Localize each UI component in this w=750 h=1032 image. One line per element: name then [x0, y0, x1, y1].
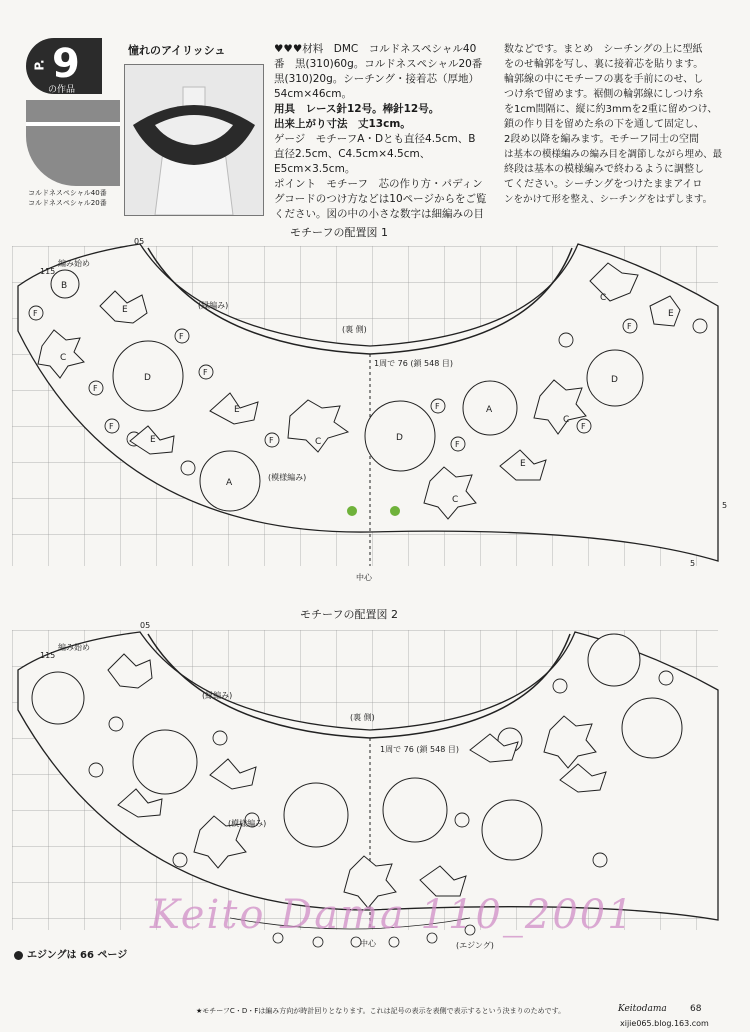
materials-line: ください。図の中の小さな数字は細編みの目: [274, 208, 484, 220]
svg-text:E: E: [150, 435, 156, 445]
label-round: 1周で 76 (鎖 548 目): [374, 359, 453, 368]
svg-text:D: D: [611, 375, 618, 385]
instructions-line: をのせ輪郭を写し、裏に接着芯を貼ります。: [504, 59, 704, 70]
instructions-line: 終段は基本の模様編みで終わるように調整し: [504, 164, 704, 175]
svg-text:E: E: [668, 309, 674, 319]
instructions-line: 輪郭線の中にモチーフの裏を手前にのせ、し: [504, 74, 704, 85]
svg-text:F: F: [435, 402, 440, 411]
footer-brand: Keitodama: [618, 1004, 667, 1014]
label-edging: (エジング): [456, 941, 494, 950]
instructions-block: [504, 42, 728, 207]
materials-block: [274, 42, 502, 222]
svg-text:F: F: [93, 384, 98, 393]
page-p-label: P.: [32, 59, 47, 71]
site-url: xijie065.blog.163.com: [620, 1019, 709, 1028]
svg-text:F: F: [179, 332, 184, 341]
page-number: 9: [52, 41, 80, 87]
svg-text:F: F: [33, 309, 38, 318]
instructions-line: 数などです。まとめ シーチングの上に型紙: [504, 44, 703, 55]
svg-text:C: C: [563, 415, 570, 425]
footer-note: ★モチーフC・D・Fは編み方向が時計回りとなります。これは記号の表示を表側で表示するという決まりのためです。: [196, 1007, 566, 1015]
label-pattern-stitch: (模様編み): [268, 473, 307, 482]
svg-text:F: F: [581, 422, 586, 431]
diagram1: [0, 236, 750, 586]
svg-text:D: D: [144, 373, 151, 383]
swatch-line: [26, 122, 120, 126]
label-pattern-stitch: (模様編み): [228, 819, 267, 828]
product-title: 憧れのアイリッシュ: [128, 44, 226, 57]
side-text-1: コルドネスペシャル40番: [28, 189, 107, 197]
bead-green: [390, 506, 400, 516]
page-number-footer: 68: [690, 1004, 702, 1014]
materials-line: 用具 レース針12号。棒針12号。: [274, 103, 440, 115]
label-back-side: (裏 側): [342, 325, 367, 334]
instructions-line: つけ糸で留めます。裾側の輪郭線にしつけ糸: [504, 89, 704, 100]
side-text-2: コルドネスペシャル20番: [28, 199, 107, 207]
svg-text:F: F: [203, 368, 208, 377]
svg-text:F: F: [455, 440, 460, 449]
materials-line: 直径2.5cm、C4.5cm×4.5cm、E5cm×3.5cm。: [274, 148, 431, 175]
svg-text:F: F: [109, 422, 114, 431]
instructions-line: 2段め以降を編みます。モチーフ同士の空間: [504, 134, 700, 145]
works-label: の作品: [48, 85, 76, 95]
svg-text:B: B: [61, 281, 68, 291]
instructions-line: 鎖の作り目を留めた糸の下を通して固定し、: [504, 119, 704, 130]
instructions-line: は基本の模様編みの編み目を調節しながら埋め、最: [504, 149, 723, 160]
label-seed-stitch: (縁編み): [202, 691, 233, 700]
bullet-icon: [14, 951, 23, 960]
materials-line: 番 黒(310)60g。コルドネスペシャル20番: [274, 58, 483, 70]
label-back-side: (裏 側): [350, 713, 375, 722]
svg-text:C: C: [60, 353, 67, 363]
watermark: Keito Dama 110_2001: [150, 892, 635, 938]
edging-ref: [14, 946, 127, 961]
materials-line: 54cm×46cm。: [274, 88, 353, 100]
edging-ref-text: エジングは 66 ページ: [27, 950, 128, 961]
label-start: 編み始め: [58, 643, 90, 652]
label-center: 中心: [360, 939, 376, 948]
diagram2-title: モチーフの配置図 2: [300, 608, 398, 621]
materials-line: ポイント モチーフ 芯の作り方・パディン: [274, 178, 483, 190]
instructions-line: を1cm間隔に、縦に約3mmを2重に留めつけ、: [504, 104, 718, 115]
materials-line: 黒(310)20g。シーチング・接着芯（厚地）: [274, 73, 480, 85]
svg-text:E: E: [234, 405, 240, 415]
bead-green: [347, 506, 357, 516]
instructions-line: てください。シーチングをつけたままアイロ: [504, 179, 703, 190]
svg-text:E: E: [520, 459, 526, 469]
materials-line: 出来上がり寸法 丈13cm。: [274, 118, 411, 130]
label-seed-stitch: (縁編み): [198, 301, 229, 310]
label-center: 中心: [356, 573, 372, 582]
svg-text:D: D: [396, 433, 403, 443]
svg-text:E: E: [122, 305, 128, 315]
label-start: 編み始め: [58, 259, 90, 268]
label-round: 1周で 76 (鎖 548 目): [380, 745, 459, 754]
label-5-vertical: 5: [722, 501, 728, 510]
label-115: 115: [40, 267, 56, 276]
svg-text:A: A: [486, 405, 493, 415]
svg-text:C: C: [315, 437, 322, 447]
materials-line: グコードのつけ方などは10ページからをご覧: [274, 193, 487, 205]
materials-line: ゲージ モチーフA・Dとも直径4.5cm、B: [274, 133, 476, 145]
swatch-circle: [26, 100, 120, 186]
instructions-line: ンをかけて形を整え、シーチングをはずします。: [504, 194, 713, 205]
product-photo: [124, 64, 264, 216]
svg-text:F: F: [269, 436, 274, 445]
diagram1-title: モチーフの配置図 1: [290, 226, 388, 239]
svg-text:A: A: [226, 478, 233, 488]
label-5-horizontal: 5: [690, 559, 696, 568]
label-115: 115: [40, 651, 56, 660]
materials-line: ♥♥♥材料 DMC コルドネスペシャル40: [274, 43, 477, 55]
svg-text:C: C: [600, 293, 607, 303]
svg-text:F: F: [627, 322, 632, 331]
label-05: 05: [134, 237, 145, 246]
svg-text:C: C: [452, 495, 459, 505]
label-05: 05: [140, 621, 151, 630]
